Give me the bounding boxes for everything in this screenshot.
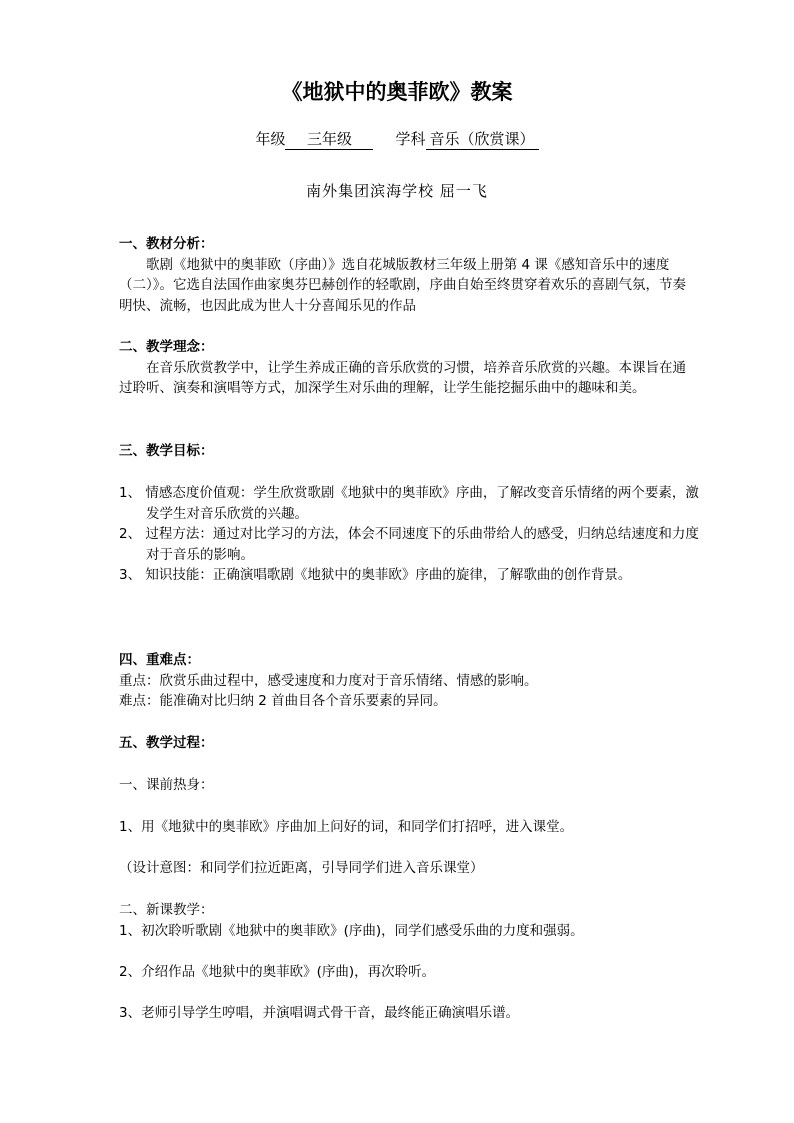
design-intent-note: [119, 858, 699, 879]
section-key-points: [119, 650, 699, 712]
grade-label: 年级: [255, 130, 286, 148]
sub-heading: 一、课前热身：: [119, 777, 214, 793]
section-teaching-process: [119, 733, 699, 754]
process-part-warmup: [119, 775, 699, 796]
author-line: 南外集团滨海学校 屈一飞: [306, 182, 488, 200]
list-item: 2、介绍作品《地狱中的奥菲欧》(序曲)，再次聆听。: [119, 964, 436, 980]
subject-label: 学科: [395, 130, 426, 148]
grade-value: 三年级: [285, 128, 373, 150]
process-part-new-lesson: [119, 900, 699, 941]
list-item: 1、用《地狱中的奥菲欧》序曲加上问好的词，和同学们打招呼，进入课堂。: [119, 819, 574, 835]
document-title: 《地狱中的奥菲欧》教案: [281, 79, 513, 104]
list-item: 3、老师引导学生哼唱，并演唱调式骨干音，最终能正确演唱乐谱。: [119, 1005, 520, 1021]
paragraph: 在音乐欣赏教学中，让学生养成正确的音乐欣赏的习惯，培养音乐欣赏的兴趣。本课旨在通过聆听、演奏和演唱等方式，加深学生对乐曲的理解，让学生能挖掘乐曲中的趣味和美。: [119, 359, 686, 396]
subject-value: 音乐（欣赏课）: [426, 128, 539, 150]
grade-subject-line: [0, 128, 794, 150]
key-point: 重点：欣赏乐曲过程中，感受速度和力度对于音乐情绪、情感的影响。: [119, 672, 538, 689]
new-lesson-item-2: [119, 962, 699, 983]
section-heading: 二、教学理念：: [119, 339, 214, 355]
objectives-list: [119, 483, 699, 586]
difficult-point: 难点：能准确对比归纳 2 首曲目各个音乐要素的异同。: [119, 693, 447, 709]
note: （设计意图：和同学们拉近距离，引导同学们进入音乐课堂）: [119, 860, 484, 876]
section-heading: 五、教学过程：: [119, 735, 214, 751]
section-heading: 一、教材分析：: [119, 236, 214, 252]
paragraph: 歌剧《地狱中的奥菲欧（序曲）》选自花城版教材三年级上册第 4 课《感知音乐中的速度（二）》。它选自法国作曲家奥芬巴赫创作的轻歌剧，序曲自始至终贯穿着欢乐的喜剧气氛，节奏明快、流畅，也因此成为世人十分喜闻乐见的作品: [119, 256, 686, 314]
new-lesson-item-3: [119, 1003, 699, 1024]
section-material-analysis: [119, 234, 699, 316]
sub-heading: 二、新课教学：: [119, 902, 214, 918]
list-item: 1、 情感态度价值观：学生欣赏歌剧《地狱中的奥菲欧》序曲，了解改变音乐情绪的两个要素，激发学生对音乐欣赏的兴趣。: [119, 485, 699, 522]
warmup-item: [119, 817, 699, 838]
section-heading: 四、重难点：: [119, 652, 200, 668]
list-item: 2、 过程方法：通过对比学习的方法，体会不同速度下的乐曲带给人的感受，归纳总结速度和力度对于音乐的影响。: [119, 526, 699, 563]
list-item: 3、 知识技能：正确演唱歌剧《地狱中的奥菲欧》序曲的旋律，了解歌曲的创作背景。: [119, 567, 632, 583]
list-item: 1、初次聆听歌剧《地狱中的奥菲欧》(序曲)，同学们感受乐曲的力度和强弱。: [119, 922, 584, 939]
section-heading: 三、教学目标：: [119, 443, 214, 459]
section-teaching-objectives: [119, 441, 699, 462]
section-teaching-philosophy: [119, 337, 699, 399]
